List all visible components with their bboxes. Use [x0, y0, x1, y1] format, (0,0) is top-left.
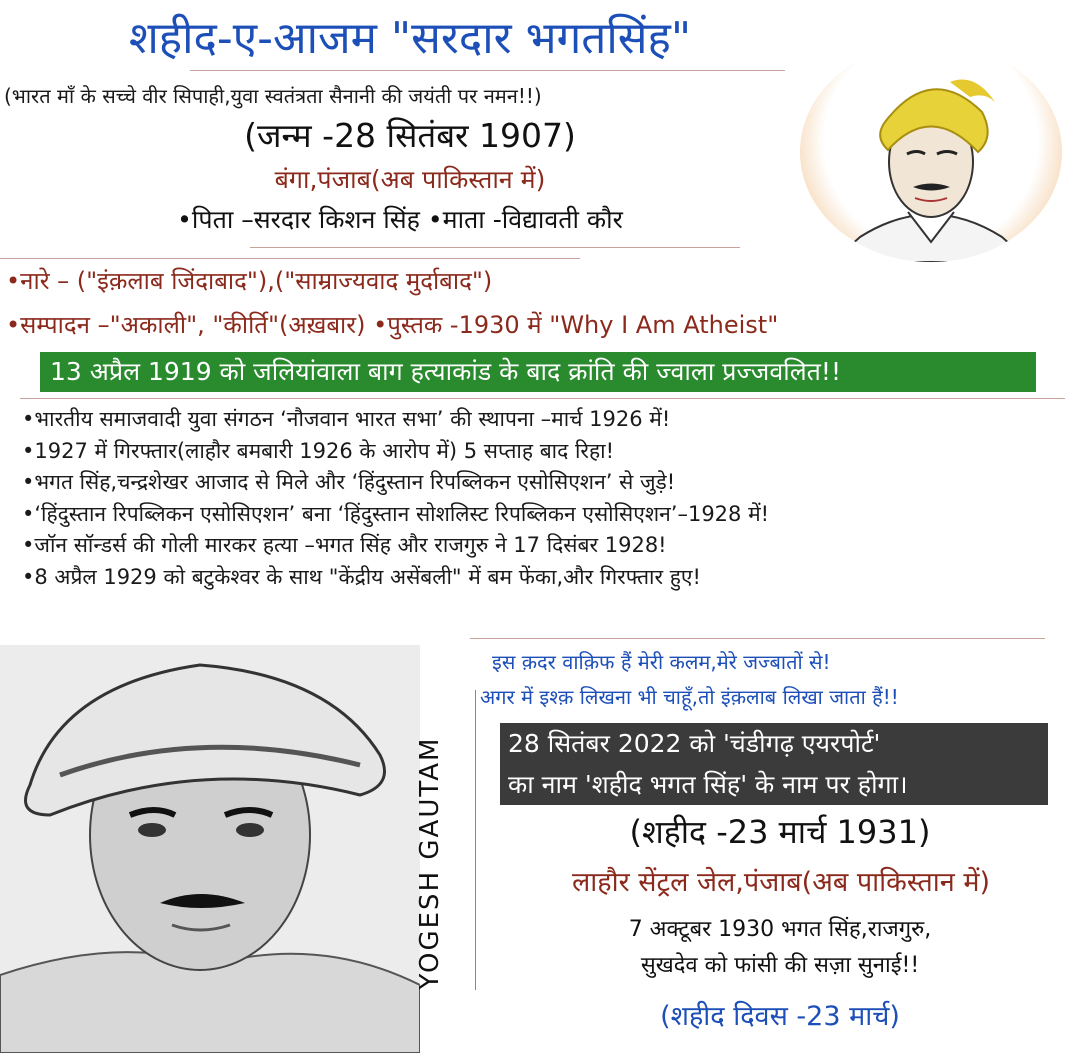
- death-place: लाहौर सेंट्रल जेल,पंजाब(अब पाकिस्तान में): [571, 867, 991, 898]
- list-item: •1927 में गिरफ्तार(लाहौर बमबारी 1926 के आरोप में) 5 सप्ताह बाद रिहा!: [22, 438, 614, 463]
- sentence-line-1: 7 अक्टूबर 1930 भगत सिंह,राजगुरु,: [628, 917, 932, 942]
- airport-line-2: का नाम 'शहीद भगत सिंह' के नाम पर होगा।: [508, 770, 908, 799]
- list-item: •‘हिंदुस्तान रिपब्लिकन एसोसिएशन’ बना ‘हिंदुस्तान सोशलिस्ट रिपब्लिकन एसोसिएशन’–1928 में!: [22, 501, 770, 526]
- sentence-line-2: सुखदेव को फांसी की सज़ा सुनाई!!: [640, 953, 920, 978]
- martyr-day: (शहीद दिवस -23 मार्च): [660, 1001, 900, 1032]
- quote-line-1: इस क़दर वाक़िफ हैं मेरी कलम,मेरे जज्बातों से!: [492, 650, 831, 674]
- events-list: [22, 404, 1072, 593]
- bhagat-singh-hat-photo: [0, 645, 420, 1053]
- jallianwala-banner: 13 अप्रैल 1919 को जलियांवाला बाग हत्याकांड के बाद क्रांति की ज्वाला प्रज्जवलित!!: [40, 352, 1036, 392]
- parents-divider: [250, 247, 740, 248]
- author-name: YOGESH GAUTAM: [415, 736, 445, 990]
- birth-date: (जन्म -28 सितंबर 1907): [244, 116, 576, 155]
- airport-rename-box: [500, 723, 1048, 805]
- list-item: •भारतीय समाजवादी युवा संगठन ‘नौजवान भारत सभा’ की स्थापना –मार्च 1926 में!: [22, 407, 671, 431]
- author-credit: [400, 728, 460, 998]
- bhagat-singh-sketch-portrait: [800, 42, 1062, 262]
- slogans: •नारे – ("इंक़लाब जिंदाबाद"),("साम्राज्यवाद मुर्दाबाद"): [6, 267, 493, 295]
- vertical-divider: [475, 690, 476, 990]
- birthplace: बंगा,पंजाब(अब पाकिस्तान में): [274, 165, 546, 194]
- poster-title: शहीद-ए-आजम "सरदार भगतसिंह": [128, 13, 692, 64]
- quote-block: [480, 645, 1080, 715]
- title-divider: [190, 70, 785, 71]
- airport-line-1: 28 सितंबर 2022 को 'चंडीगढ़ एयरपोर्ट': [508, 729, 881, 758]
- section-divider: [0, 258, 580, 259]
- list-item: •8 अप्रैल 1929 को बटुकेश्वर के साथ "केंद्रीय असेंबली" में बम फेंका,और गिरफ्तार हुए!: [22, 564, 701, 589]
- editing-and-book: •सम्पादन –"अकाली", "कीर्ति"(अख़बार) •पुस्तक -1930 में "Why I Am Atheist": [6, 311, 779, 339]
- list-item: •जॉन सॉन्डर्स की गोली मारकर हत्या –भगत सिंह और राजगुरु ने 17 दिसंबर 1928!: [22, 533, 667, 557]
- quote-line-2: अगर में इश्क़ लिखना भी चाहूँ,तो इंक़लाब लिखा जाता हैं!!: [480, 685, 899, 709]
- death-date: (शहीद -23 मार्च 1931): [629, 813, 931, 851]
- banner-divider: [20, 398, 1065, 399]
- list-item: •भगत सिंह,चन्द्रशेखर आजाद से मिले और ‘हिंदुस्तान रिपब्लिकन एसोसिएशन’ से जुड़े!: [22, 470, 676, 494]
- subtitle: (भारत माँ के सच्चे वीर सिपाही,युवा स्वतंत्रता सैनानी की जयंती पर नमन!!): [4, 84, 542, 108]
- sentence-text: [500, 912, 1060, 984]
- parents: •पिता –सरदार किशन सिंह •माता -विद्यावती कौर: [177, 205, 623, 234]
- quote-divider: [470, 638, 1045, 639]
